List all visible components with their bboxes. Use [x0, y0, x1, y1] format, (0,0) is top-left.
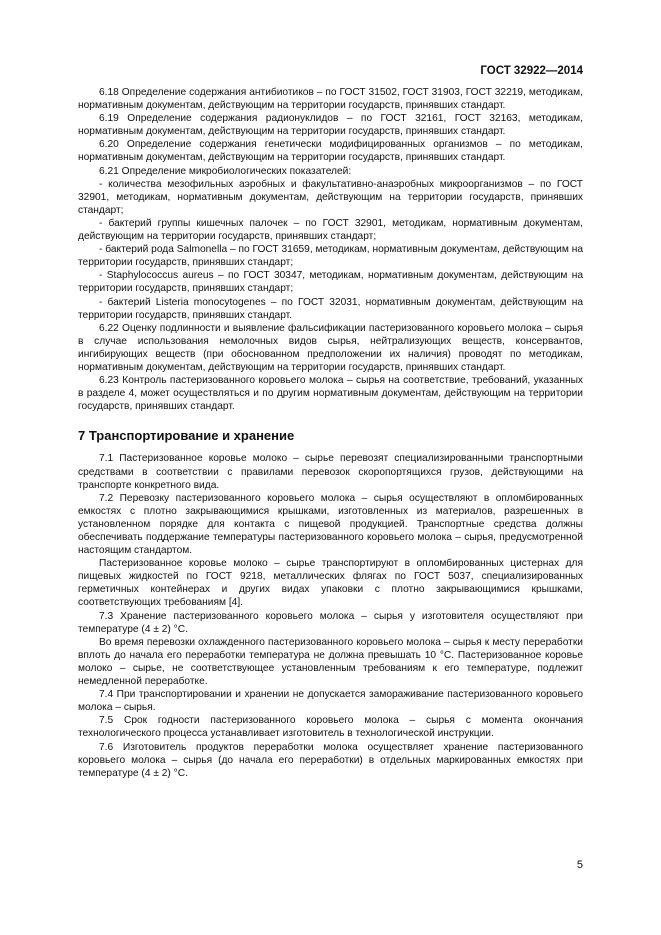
- list-item: - Staphylococcus aureus – по ГОСТ 30347, методикам, нормативным документам, действующим на территории государств, принявших стандарт;: [78, 270, 583, 295]
- clause-7-4: 7.4 При транспортировании и хранении не допускается замораживание пастеризованного коровьего молока – сырья.: [78, 689, 583, 714]
- clause-7-1: 7.1 Пастеризованное коровье молоко – сырье перевозят специализированными транспортными средствами в соответствии с правилами перевозок скоропортящихся грузов, действующими на транспорте конкретного вида.: [78, 453, 583, 491]
- clause-7-3-continued: Во время перевозки охлажденного пастеризованного коровьего молока – сырья к месту переработки вплоть до начала его переработки температура не должна превышать 10 °С. Пастеризованное коровье молоко – сырье, не соответствующее установленным требованиям к его температуре, подлежит немедленной переработке.: [78, 636, 583, 688]
- clause-6-23: 6.23 Контроль пастеризованного коровьего молока – сырья на соответствие, требований, указанных в разделе 4, может осуществляться и по другим нормативным документам, действующим на территории государств, принявших стандарт.: [78, 375, 583, 413]
- list-item: - бактерий рода Salmonella – по ГОСТ 31659, методикам, нормативным документам, действующим на территории государств, принявших стандарт;: [78, 244, 583, 269]
- document-body: [78, 86, 583, 780]
- clause-7-2: 7.2 Перевозку пастеризованного коровьего молока – сырья осуществляют в опломбированных емкостях с плотно закрывающимися крышками, изготовленных из материалов, разрешенных в установленном порядке для контакта с пищевой продукцией. Транспортные средства должны обеспечивать поддержание температуры пастеризованного коровьего молока – сырья, предусмотренной настоящим стандартом.: [78, 492, 583, 557]
- clause-6-19: 6.19 Определение содержания радионуклидов – по ГОСТ 32161, ГОСТ 32163, методикам, нормативным документам, действующим на территории государств, принявших стандарт.: [78, 113, 583, 138]
- document-header: ГОСТ 32922—2014: [480, 65, 583, 77]
- clause-6-21: 6.21 Определение микробиологических показателей:: [99, 165, 352, 177]
- clause-7-2-continued: Пастеризованное коровье молоко – сырье транспортируют в опломбированных цистернах для пищевых жидкостей по ГОСТ 9218, металлических флягах по ГОСТ 5037, специализированных герметичных контейнерах и других видах упаковки с плотно закрывающимися крышками, соответствующих требованиям [4].: [78, 558, 583, 609]
- list-item: - бактерий Listeria monocytogenes – по ГОСТ 32031, нормативным документам, действующим на территории государств, принявших стандарт.: [78, 296, 583, 321]
- list-item: - бактерий группы кишечных палочек – по ГОСТ 32901, методикам, нормативным документам, действующим на территории государств, принявших стандарт;: [78, 217, 583, 243]
- page-number: 5: [576, 859, 583, 871]
- clause-7-3: 7.3 Хранение пастеризованного коровьего молока – сырья у изготовителя осуществляют при температуре (4 ± 2) °С.: [78, 610, 583, 635]
- clause-6-20: 6.20 Определение содержания генетически модифицированных организмов – по методикам, нормативным документам, действующим на территории государств, принявших стандарт.: [78, 139, 583, 164]
- clause-7-5: 7.5 Срок годности пастеризованного коровьего молока – сырья с момента окончания технологического процесса устанавливает изготовитель в технологической инструкции.: [78, 715, 583, 740]
- section-heading: 7 Транспортирование и хранение: [78, 428, 295, 444]
- clause-6-22: 6.22 Оценку подлинности и выявление фальсификации пастеризованного коровьего молока – сырья в случае использования немолочных видов сырья, нейтрализующих веществ, консервантов, ингибирующих веществ (при обоснованном предположении их наличия) проводят по методикам, нормативным документам, действующим на территории государств, принявших стандарт.: [78, 322, 583, 373]
- list-item: - количества мезофильных аэробных и факультативно-анаэробных микроорганизмов – по ГОСТ 32901, методикам, нормативным документам, действующим на территории государств, принявших стандарт;: [78, 178, 583, 216]
- clause-6-18: 6.18 Определение содержания антибиотиков – по ГОСТ 31502, ГОСТ 31903, ГОСТ 32219, методикам, нормативным документам, действующим на территории государств, принявших стандарт.: [78, 87, 583, 112]
- clause-7-6: 7.6 Изготовитель продуктов переработки молока осуществляет хранение пастеризованного коровьего молока – сырья (до начала его переработки) в отдельных маркированных емкостях при температуре (4 ± 2) °С.: [78, 741, 583, 779]
